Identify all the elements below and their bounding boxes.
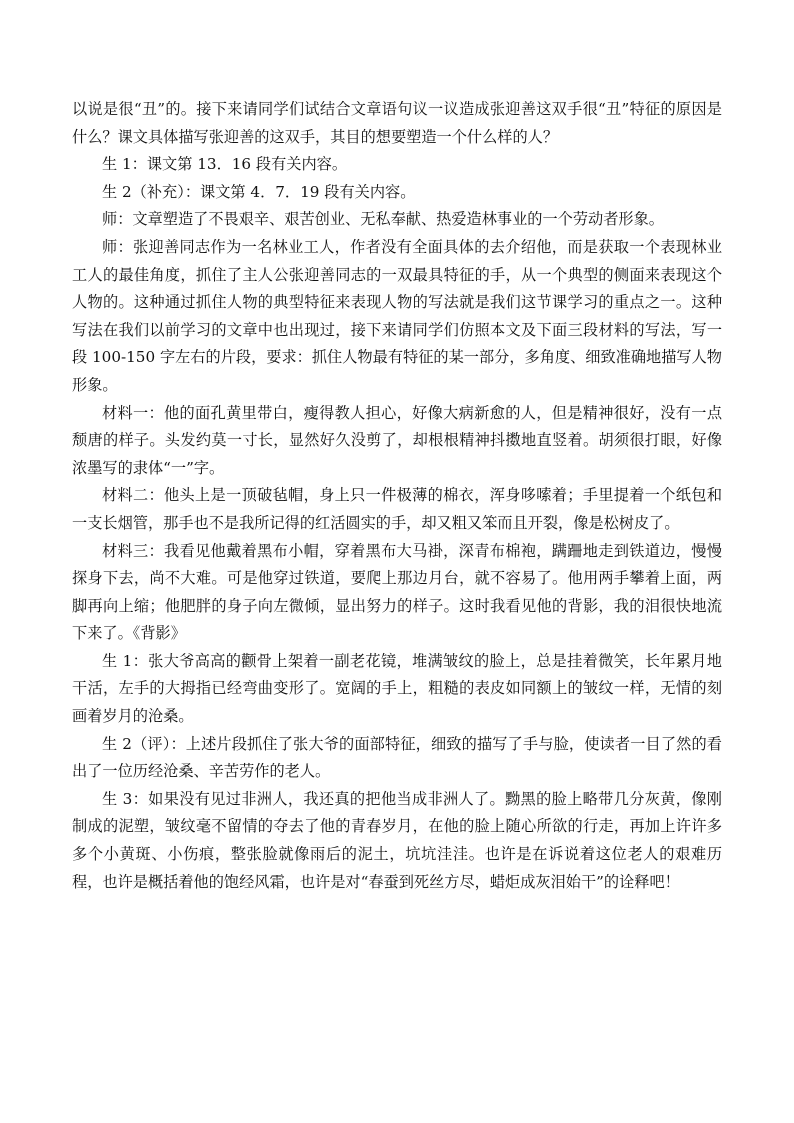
paragraph-material-two: 材料二：他头上是一顶破毡帽，身上只一件极薄的棉衣，浑身哆嗦着；手里提着一个纸包和一支长烟管，那手也不是我所记得的红活圆实的手，却又粗又笨而且开裂，像是松树皮了。: [72, 486, 722, 532]
paragraph-student3-writing: 生 3：如果没有见过非洲人，我还真的把他当成非洲人了。黝黑的脸上略带几分灰黄，像刚制成的泥塑，皱纹毫不留情的夺去了他的青春岁月，在他的脸上随心所欲的行走，再加上许许多多个小黄斑、小伤痕，整张脸就像雨后的泥土，坑坑洼洼。也许是在诉说着这位老人的艰难历程，也许是概括着他的饱经风霜，也许是对“春蚕到死丝方尽，蜡炬成灰泪始干”的诠释吧！: [72, 789, 722, 891]
paragraph-material-three: 材料三：我看见他戴着黑布小帽，穿着黑布大马褂，深青布棉袍，蹒跚地走到铁道边，慢慢探身下去，尚不大难。可是他穿过铁道，要爬上那边月台，就不容易了。他用两手攀着上面，两脚再向上缩；他肥胖的身子向左微倾，显出努力的样子。这时我看见他的背影，我的泪很快地流下来了。《背影》: [72, 541, 722, 643]
paragraph-continued-intro: 以说是很“丑”的。接下来请同学们试结合文章语句议一议造成张迎善这双手很“丑”特征的原因是什么？课文具体描写张迎善的这双手，其目的想要塑造一个什么样的人？: [72, 100, 722, 146]
paragraph-material-one: 材料一：他的面孔黄里带白，瘦得教人担心，好像大病新愈的人，但是精神很好，没有一点颓唐的样子。头发约莫一寸长，显然好久没剪了，却根根精神抖擞地直竖着。胡须很打眼，好像浓墨写的隶体“一”字。: [72, 403, 722, 477]
paragraph-teacher-summary: 师：文章塑造了不畏艰辛、艰苦创业、无私奉献、热爱造林事业的一个劳动者形象。: [102, 210, 664, 229]
paragraph-student2-supplement: 生 2（补充）：课文第 4．7．19 段有关内容。: [102, 182, 416, 201]
document-body: [72, 96, 722, 896]
paragraph-teacher-instruction: 师：张迎善同志作为一名林业工人，作者没有全面具体的去介绍他，而是获取一个表现林业工人的最佳角度，抓住了主人公张迎善同志的一双最具特征的手，从一个典型的侧面来表现这个人物的。这种通过抓住人物的典型特征来表现人物的写法就是我们这节课学习的重点之一。这种写法在我们以前学习的文章中也出现过，接下来请同学们仿照本文及下面三段材料的写法，写一段 100-150 字左右的片段，要求：抓住人物最有特征的某一部分，多角度、细致准确地描写人物形象。: [72, 237, 722, 394]
paragraph-student1-writing: 生 1：张大爷高高的颧骨上架着一副老花镜，堆满皱纹的脸上，总是挂着微笑，长年累月地干活，左手的大拇指已经弯曲变形了。宽阔的手上，粗糙的表皮如同额上的皱纹一样，无情的刻画着岁月的沧桑。: [72, 651, 722, 726]
paragraph-student2-comment: 生 2（评）：上述片段抓住了张大爷的面部特征，细致的描写了手与脸，使读者一目了然的看出了一位历经沧桑、辛苦劳作的老人。: [72, 734, 722, 781]
paragraph-student1-answer: 生 1：课文第 13．16 段有关内容。: [102, 155, 348, 174]
